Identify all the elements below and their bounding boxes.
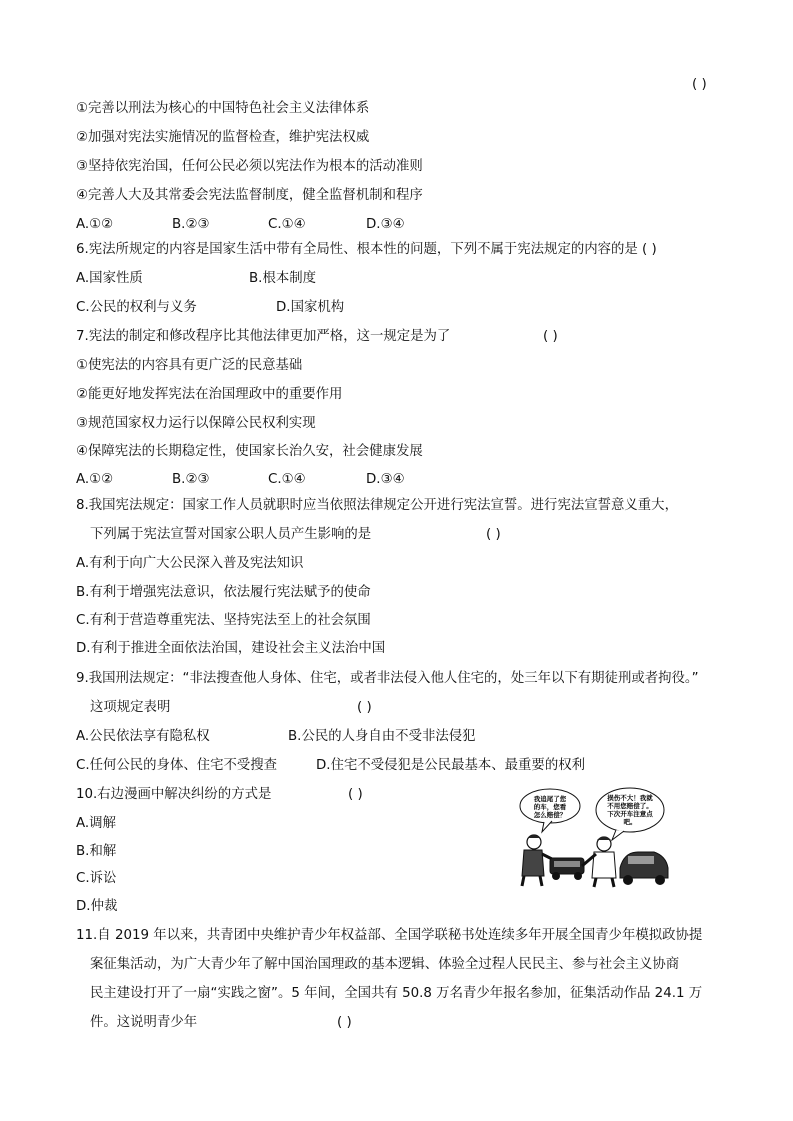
q7-item-4: ④保障宪法的长期稳定性，使国家长治久安，社会健康发展	[76, 444, 423, 459]
q9-option-a: A.公民依法享有隐私权	[76, 729, 210, 744]
q8-stem-line1: 8.我国宪法规定：国家工作人员就职时应当依照法律规定公开进行宪法宣誓。进行宪法宣誓意义重大，	[76, 498, 678, 513]
answer-paren: ( )	[692, 77, 707, 92]
q5-option-a: A.①②	[76, 217, 114, 232]
q5-option-d: D.③④	[366, 217, 405, 232]
q10-option-c: C.诉讼	[76, 871, 117, 886]
q7-option-d: D.③④	[366, 472, 405, 487]
q11-line-3: 民主建设打开了一扇“实践之窗”。5 年间，全国共有 50.8 万名青少年报名参加，征集活动作品 24.1 万	[90, 986, 703, 1001]
q5-option-b: B.②③	[172, 217, 210, 232]
bubble-left-line-1: 我追尾了您	[533, 795, 567, 803]
q7-stem: 7.宪法的制定和修改程序比其他法律更加严格，这一规定是为了	[76, 329, 451, 344]
q7-item-1: ①使宪法的内容具有更广泛的民意基础	[76, 358, 303, 373]
q11-line-4: 件。这说明青少年	[90, 1015, 198, 1030]
bubble-left-line-3: 怎么赔偿？	[533, 811, 567, 819]
q10-option-b: B.和解	[76, 844, 117, 859]
q8-option-a: A.有利于向广大公民深入普及宪法知识	[76, 556, 304, 571]
q6-option-b: B.根本制度	[249, 271, 317, 286]
q6-option-d: D.国家机构	[276, 300, 345, 315]
q7-option-b: B.②③	[172, 472, 210, 487]
q7-item-2: ②能更好地发挥宪法在治国理政中的重要作用	[76, 387, 343, 402]
q5-item-4: ④完善人大及其常委会宪法监督制度，健全监督机制和程序	[76, 188, 423, 203]
q8-answer-paren: ( )	[486, 527, 501, 542]
q8-option-c: C.有利于营造尊重宪法、坚持宪法至上的社会氛围	[76, 613, 371, 628]
q5-item-3: ③坚持依宪治国，任何公民必须以宪法作为根本的活动准则	[76, 159, 423, 174]
q11-line-2: 案征集活动，为广大青少年了解中国治国理政的基本逻辑、体验全过程人民民主、参与社会主义协商	[90, 957, 680, 972]
bubble-right-line-1: 损伤不大！我就	[607, 794, 653, 802]
q9-option-c: C.任何公民的身体、住宅不受搜查	[76, 758, 278, 773]
q7-answer-paren: ( )	[543, 329, 558, 344]
bubble-right-line-2: 不用您赔偿了。	[607, 802, 653, 810]
q8-stem-line2: 下列属于宪法宣誓对国家公职人员产生影响的是	[90, 527, 372, 542]
q6-stem: 6.宪法所规定的内容是国家生活中带有全局性、根本性的问题，下列不属于宪法规定的内容的是 ( )	[76, 242, 657, 257]
bubble-right-line-3: 下次开车注意点	[607, 810, 653, 818]
q10-option-a: A.调解	[76, 816, 116, 831]
q9-stem-line2: 这项规定表明	[90, 700, 171, 715]
q10-stem: 10.右边漫画中解决纠纷的方式是	[76, 787, 272, 802]
car-left	[550, 858, 584, 880]
q5-item-1: ①完善以刑法为核心的中国特色社会主义法律体系	[76, 101, 370, 116]
q6-option-a: A.国家性质	[76, 271, 143, 286]
q8-option-d: D.有利于推进全面依法治国，建设社会主义法治中国	[76, 641, 386, 656]
q7-item-3: ③规范国家权力运行以保障公民权利实现	[76, 416, 316, 431]
q10-option-d: D.仲裁	[76, 899, 118, 914]
q6-option-c: C.公民的权利与义务	[76, 300, 197, 315]
q5-option-c: C.①④	[268, 217, 306, 232]
q11-answer-paren: ( )	[337, 1015, 352, 1030]
q9-option-d: D.住宅不受侵犯是公民最基本、最重要的权利	[316, 758, 585, 773]
q9-stem-line1: 9.我国刑法规定：“非法搜查他人身体、住宅，或者非法侵入他人住宅的，处三年以下有期徒刑或者拘役。”	[76, 671, 699, 686]
q9-option-b: B.公民的人身自由不受非法侵犯	[288, 729, 476, 744]
q5-item-2: ②加强对宪法实施情况的监督检查，维护宪法权威	[76, 130, 370, 145]
q7-option-a: A.①②	[76, 472, 114, 487]
bubble-right-line-4: 吧。	[623, 818, 637, 826]
right-man-figure	[582, 837, 616, 888]
q11-line-1: 11.自 2019 年以来，共青团中央维护青少年权益部、全国学联秘书处连续多年开展全国青少年模拟政协提	[76, 928, 703, 943]
q7-option-c: C.①④	[268, 472, 306, 487]
q9-answer-paren: ( )	[357, 700, 372, 715]
dispute-cartoon	[512, 786, 670, 888]
car-right	[620, 852, 668, 885]
bubble-left-line-2: 的车，您看	[533, 803, 567, 811]
q10-answer-paren: ( )	[348, 787, 363, 802]
q8-option-b: B.有利于增强宪法意识，依法履行宪法赋予的使命	[76, 585, 371, 600]
